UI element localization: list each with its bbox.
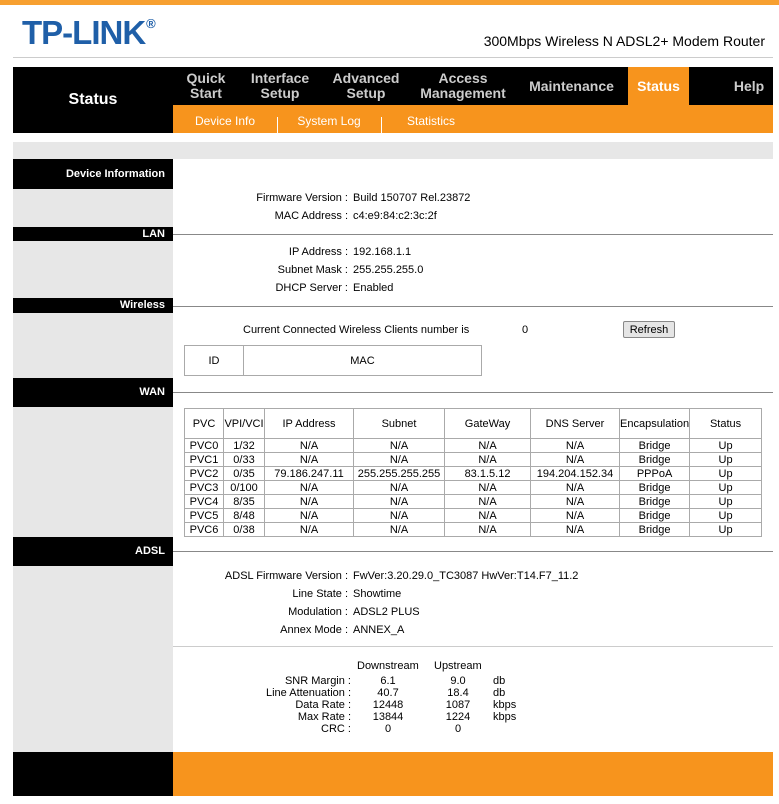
table-cell: N/A [445, 439, 531, 453]
section-divider [173, 392, 773, 393]
table-cell: N/A [445, 453, 531, 467]
col-downstream: Downstream [357, 660, 419, 672]
stat-label: CRC : [321, 723, 351, 735]
table-cell: Bridge [620, 481, 690, 495]
section-divider [173, 306, 773, 307]
table-header-row [185, 346, 482, 376]
table-row [185, 467, 762, 481]
table-cell: N/A [445, 495, 531, 509]
subnav-system-log[interactable]: System Log [297, 114, 361, 128]
table-cell: Bridge [620, 453, 690, 467]
table-cell: N/A [531, 509, 620, 523]
sub-nav [173, 105, 773, 133]
sidebar-title-box [13, 67, 173, 133]
table-cell: N/A [354, 523, 445, 537]
table-cell: Bridge [620, 509, 690, 523]
table-cell: 79.186.247.11 [265, 467, 354, 481]
table-cell: 0/38 [224, 523, 265, 537]
table-cell: N/A [531, 453, 620, 467]
table-cell: PVC0 [185, 439, 224, 453]
nav-help[interactable]: Help [733, 77, 765, 94]
section-divider [173, 234, 773, 235]
stat-upstream: 18.4 [447, 687, 469, 699]
wireless-clients-count: 0 [522, 324, 529, 336]
stat-downstream: 13844 [372, 711, 404, 723]
col-encapsulation: Encapsulation [620, 409, 690, 439]
left-column [13, 313, 173, 378]
col-mac: MAC [244, 346, 482, 376]
table-cell: N/A [445, 481, 531, 495]
table-cell: N/A [354, 481, 445, 495]
col-upstream: Upstream [434, 660, 482, 672]
table-cell: 83.1.5.12 [445, 467, 531, 481]
wireless-clients-table [184, 345, 482, 376]
table-cell: PVC2 [185, 467, 224, 481]
nav-advanced-setup[interactable]: Advanced Setup [332, 70, 400, 101]
table-cell: Up [690, 495, 762, 509]
col-gateway: GateWay [445, 409, 531, 439]
table-row [185, 439, 762, 453]
subnav-device-info[interactable]: Device Info [194, 114, 256, 128]
table-cell: PVC5 [185, 509, 224, 523]
content-top-bar [13, 142, 773, 159]
table-cell: 194.204.152.34 [531, 467, 620, 481]
table-cell: Bridge [620, 439, 690, 453]
table-cell: Up [690, 481, 762, 495]
main-nav [173, 67, 773, 105]
table-cell: Up [690, 453, 762, 467]
left-column [13, 407, 173, 537]
table-cell: N/A [531, 523, 620, 537]
wan-table [184, 408, 762, 537]
col-subnet: Subnet [354, 409, 445, 439]
table-cell: 255.255.255.255 [354, 467, 445, 481]
col-id: ID [185, 346, 244, 376]
footer-left [13, 752, 173, 796]
table-row [185, 509, 762, 523]
table-cell: 0/33 [224, 453, 265, 467]
stat-label: Data Rate : [295, 699, 351, 711]
table-cell: N/A [531, 495, 620, 509]
stat-unit: kbps [493, 699, 517, 711]
nav-maintenance[interactable]: Maintenance [529, 77, 614, 94]
table-cell: N/A [531, 439, 620, 453]
table-cell: Up [690, 439, 762, 453]
col-pvc: PVC [185, 409, 224, 439]
left-column [13, 189, 173, 227]
table-cell: N/A [265, 523, 354, 537]
table-cell: Up [690, 467, 762, 481]
stat-label: Line Attenuation : [265, 687, 351, 699]
sidebar-title: Status [68, 91, 118, 108]
left-column [13, 566, 173, 752]
stat-unit: kbps [493, 711, 517, 723]
nav-interface-setup[interactable]: Interface Setup [250, 70, 310, 101]
stat-label: SNR Margin : [284, 675, 351, 687]
table-cell: N/A [265, 439, 354, 453]
col-ip-address: IP Address [265, 409, 354, 439]
table-cell: PVC3 [185, 481, 224, 495]
col-dns-server: DNS Server [531, 409, 620, 439]
table-cell: 1/32 [224, 439, 265, 453]
stat-upstream: 1087 [445, 699, 471, 711]
table-cell: N/A [531, 481, 620, 495]
subnav-statistics[interactable]: Statistics [406, 114, 455, 128]
table-cell: N/A [445, 523, 531, 537]
table-cell: N/A [354, 453, 445, 467]
table-cell: Bridge [620, 495, 690, 509]
table-cell: PPPoA [620, 467, 690, 481]
table-cell: Up [690, 523, 762, 537]
table-cell: 8/35 [224, 495, 265, 509]
table-cell: 0/35 [224, 467, 265, 481]
nav-status[interactable]: Status [628, 67, 689, 105]
table-cell: Bridge [620, 523, 690, 537]
section-device-information: Device Information [13, 159, 173, 189]
model-name: 300Mbps Wireless N ADSL2+ Modem Router [483, 33, 765, 49]
stat-label: Max Rate : [297, 711, 351, 723]
stat-unit: db [493, 687, 506, 699]
stat-downstream: 12448 [372, 699, 404, 711]
table-row [185, 523, 762, 537]
tplink-logo: TP-LINK® [22, 14, 155, 51]
table-cell: N/A [265, 481, 354, 495]
table-cell: PVC4 [185, 495, 224, 509]
table-row [185, 495, 762, 509]
left-column [13, 241, 173, 298]
section-lan: LAN [13, 227, 173, 241]
table-cell: PVC1 [185, 453, 224, 467]
table-cell: 8/48 [224, 509, 265, 523]
table-cell: N/A [354, 495, 445, 509]
table-cell: N/A [354, 439, 445, 453]
table-cell: 0/100 [224, 481, 265, 495]
section-divider [173, 551, 773, 552]
section-adsl: ADSL [13, 537, 173, 566]
top-accent-bar [0, 0, 779, 5]
nav-quick-start[interactable]: Quick Start [186, 70, 226, 101]
table-cell: N/A [445, 509, 531, 523]
table-row [185, 481, 762, 495]
col-vpi-vci: VPI/VCI [224, 409, 265, 439]
footer-right [173, 752, 773, 796]
stat-upstream: 1224 [445, 711, 471, 723]
col-status: Status [690, 409, 762, 439]
table-cell: N/A [354, 509, 445, 523]
refresh-button[interactable]: Refresh [623, 321, 675, 338]
wireless-clients-label: Current Connected Wireless Clients number is [243, 324, 470, 336]
table-cell: Up [690, 509, 762, 523]
table-cell: N/A [265, 495, 354, 509]
table-cell: PVC6 [185, 523, 224, 537]
header-divider [13, 57, 773, 58]
stat-downstream: 0 [384, 723, 392, 735]
table-cell: N/A [265, 453, 354, 467]
stat-downstream: 40.7 [377, 687, 399, 699]
table-row [185, 453, 762, 467]
stat-upstream: 0 [454, 723, 462, 735]
table-header-row [185, 409, 762, 439]
adsl-stats-divider [173, 646, 773, 647]
stat-unit: db [493, 675, 506, 687]
stat-upstream: 9.0 [450, 675, 466, 687]
section-wan: WAN [13, 378, 173, 407]
table-cell: N/A [265, 509, 354, 523]
section-wireless: Wireless [13, 298, 173, 313]
nav-access-management[interactable]: Access Management [420, 70, 506, 101]
stat-downstream: 6.1 [380, 675, 396, 687]
